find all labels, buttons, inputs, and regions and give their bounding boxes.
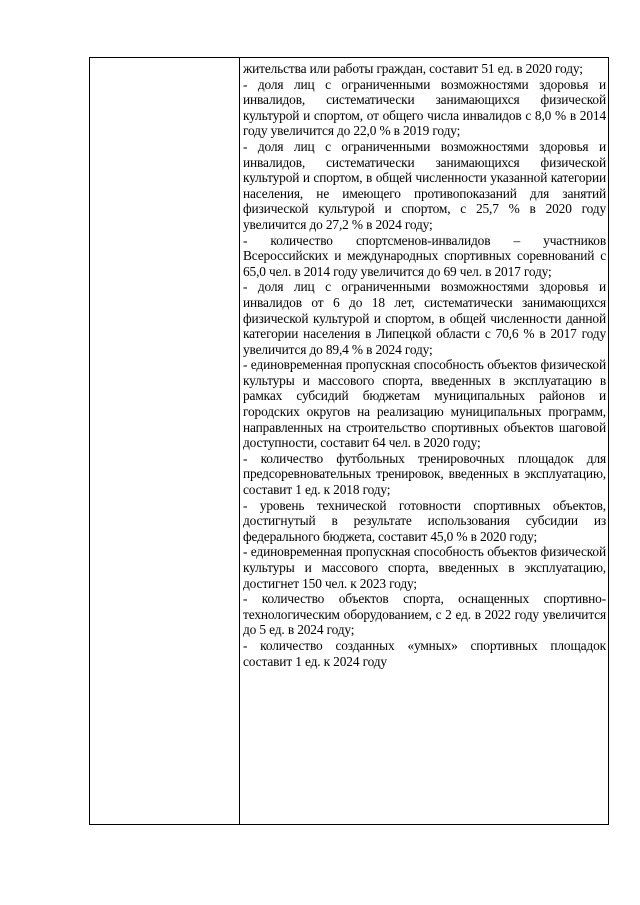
indicator-paragraph: - количество футбольных тренировочных площадок для предсоревновательных тренировок, введенных в эксплуатацию, составит 1 ед. к 2018 году; xyxy=(243,450,606,498)
indicator-paragraph: - доля лиц с ограниченными возможностями здоровья и инвалидов, систематически занимающихся физической культурой и спортом, в общей численности указанной категории населения, не имеющего противопоказаний для занятий физической культурой и спортом, с 25,7 % в 2020 году увеличится до 27,2 % в 2024 году; xyxy=(243,138,606,232)
document-table xyxy=(89,57,609,825)
indicator-paragraph: - доля лиц с ограниченными возможностями здоровья и инвалидов, систематически занимающихся физической культурой и спортом, от общего числа инвалидов с 8,0 % в 2014 году увеличится до 22,0 % в 2019 году; xyxy=(243,76,606,139)
indicator-paragraph: - единовременная пропускная способность объектов физической культуры и массового спорта, введенных в эксплуатацию, достигнет 150 чел. к 2023 году; xyxy=(243,544,606,591)
indicator-paragraph: - количество объектов спорта, оснащенных спортивно-технологическим оборудованием, с 2 ед. в 2022 году увеличится до 5 ед. в 2024 году; xyxy=(243,591,606,638)
indicator-paragraph: - уровень технической готовности спортивных объектов, достигнутый в результате использования субсидии из федерального бюджета, составит 45,0 % в 2020 году; xyxy=(243,497,606,544)
indicator-paragraph: - количество спортсменов-инвалидов – участников Всероссийских и международных спортивных соревнований с 65,0 чел. в 2014 году увеличится до 69 чел. в 2017 году; xyxy=(243,232,606,279)
table-left-column xyxy=(90,58,240,824)
indicator-paragraph: - единовременная пропускная способность объектов физической культуры и массового спорта, введенных в эксплуатацию в рамках субсидий бюджетам муниципальных районов и городских округов на реализацию муниципальных программ, направленных на строительство спортивных объектов шаговой доступности, составит 64 чел. в 2020 году; xyxy=(243,357,606,451)
indicator-paragraph: жительства или работы граждан, составит 51 ед. в 2020 году; xyxy=(243,61,583,76)
indicator-paragraph: - доля лиц с ограниченными возможностями здоровья и инвалидов от 6 до 18 лет, систематически занимающихся физической культурой и спортом, в общей численности данной категории населения в Липецкой области с 70,6 % в 2017 году увеличится до 89,4 % в 2024 году; xyxy=(243,279,606,357)
table-right-column xyxy=(240,58,608,824)
indicator-paragraph: - количество созданных «умных» спортивных площадок составит 1 ед. к 2024 году xyxy=(243,637,606,669)
